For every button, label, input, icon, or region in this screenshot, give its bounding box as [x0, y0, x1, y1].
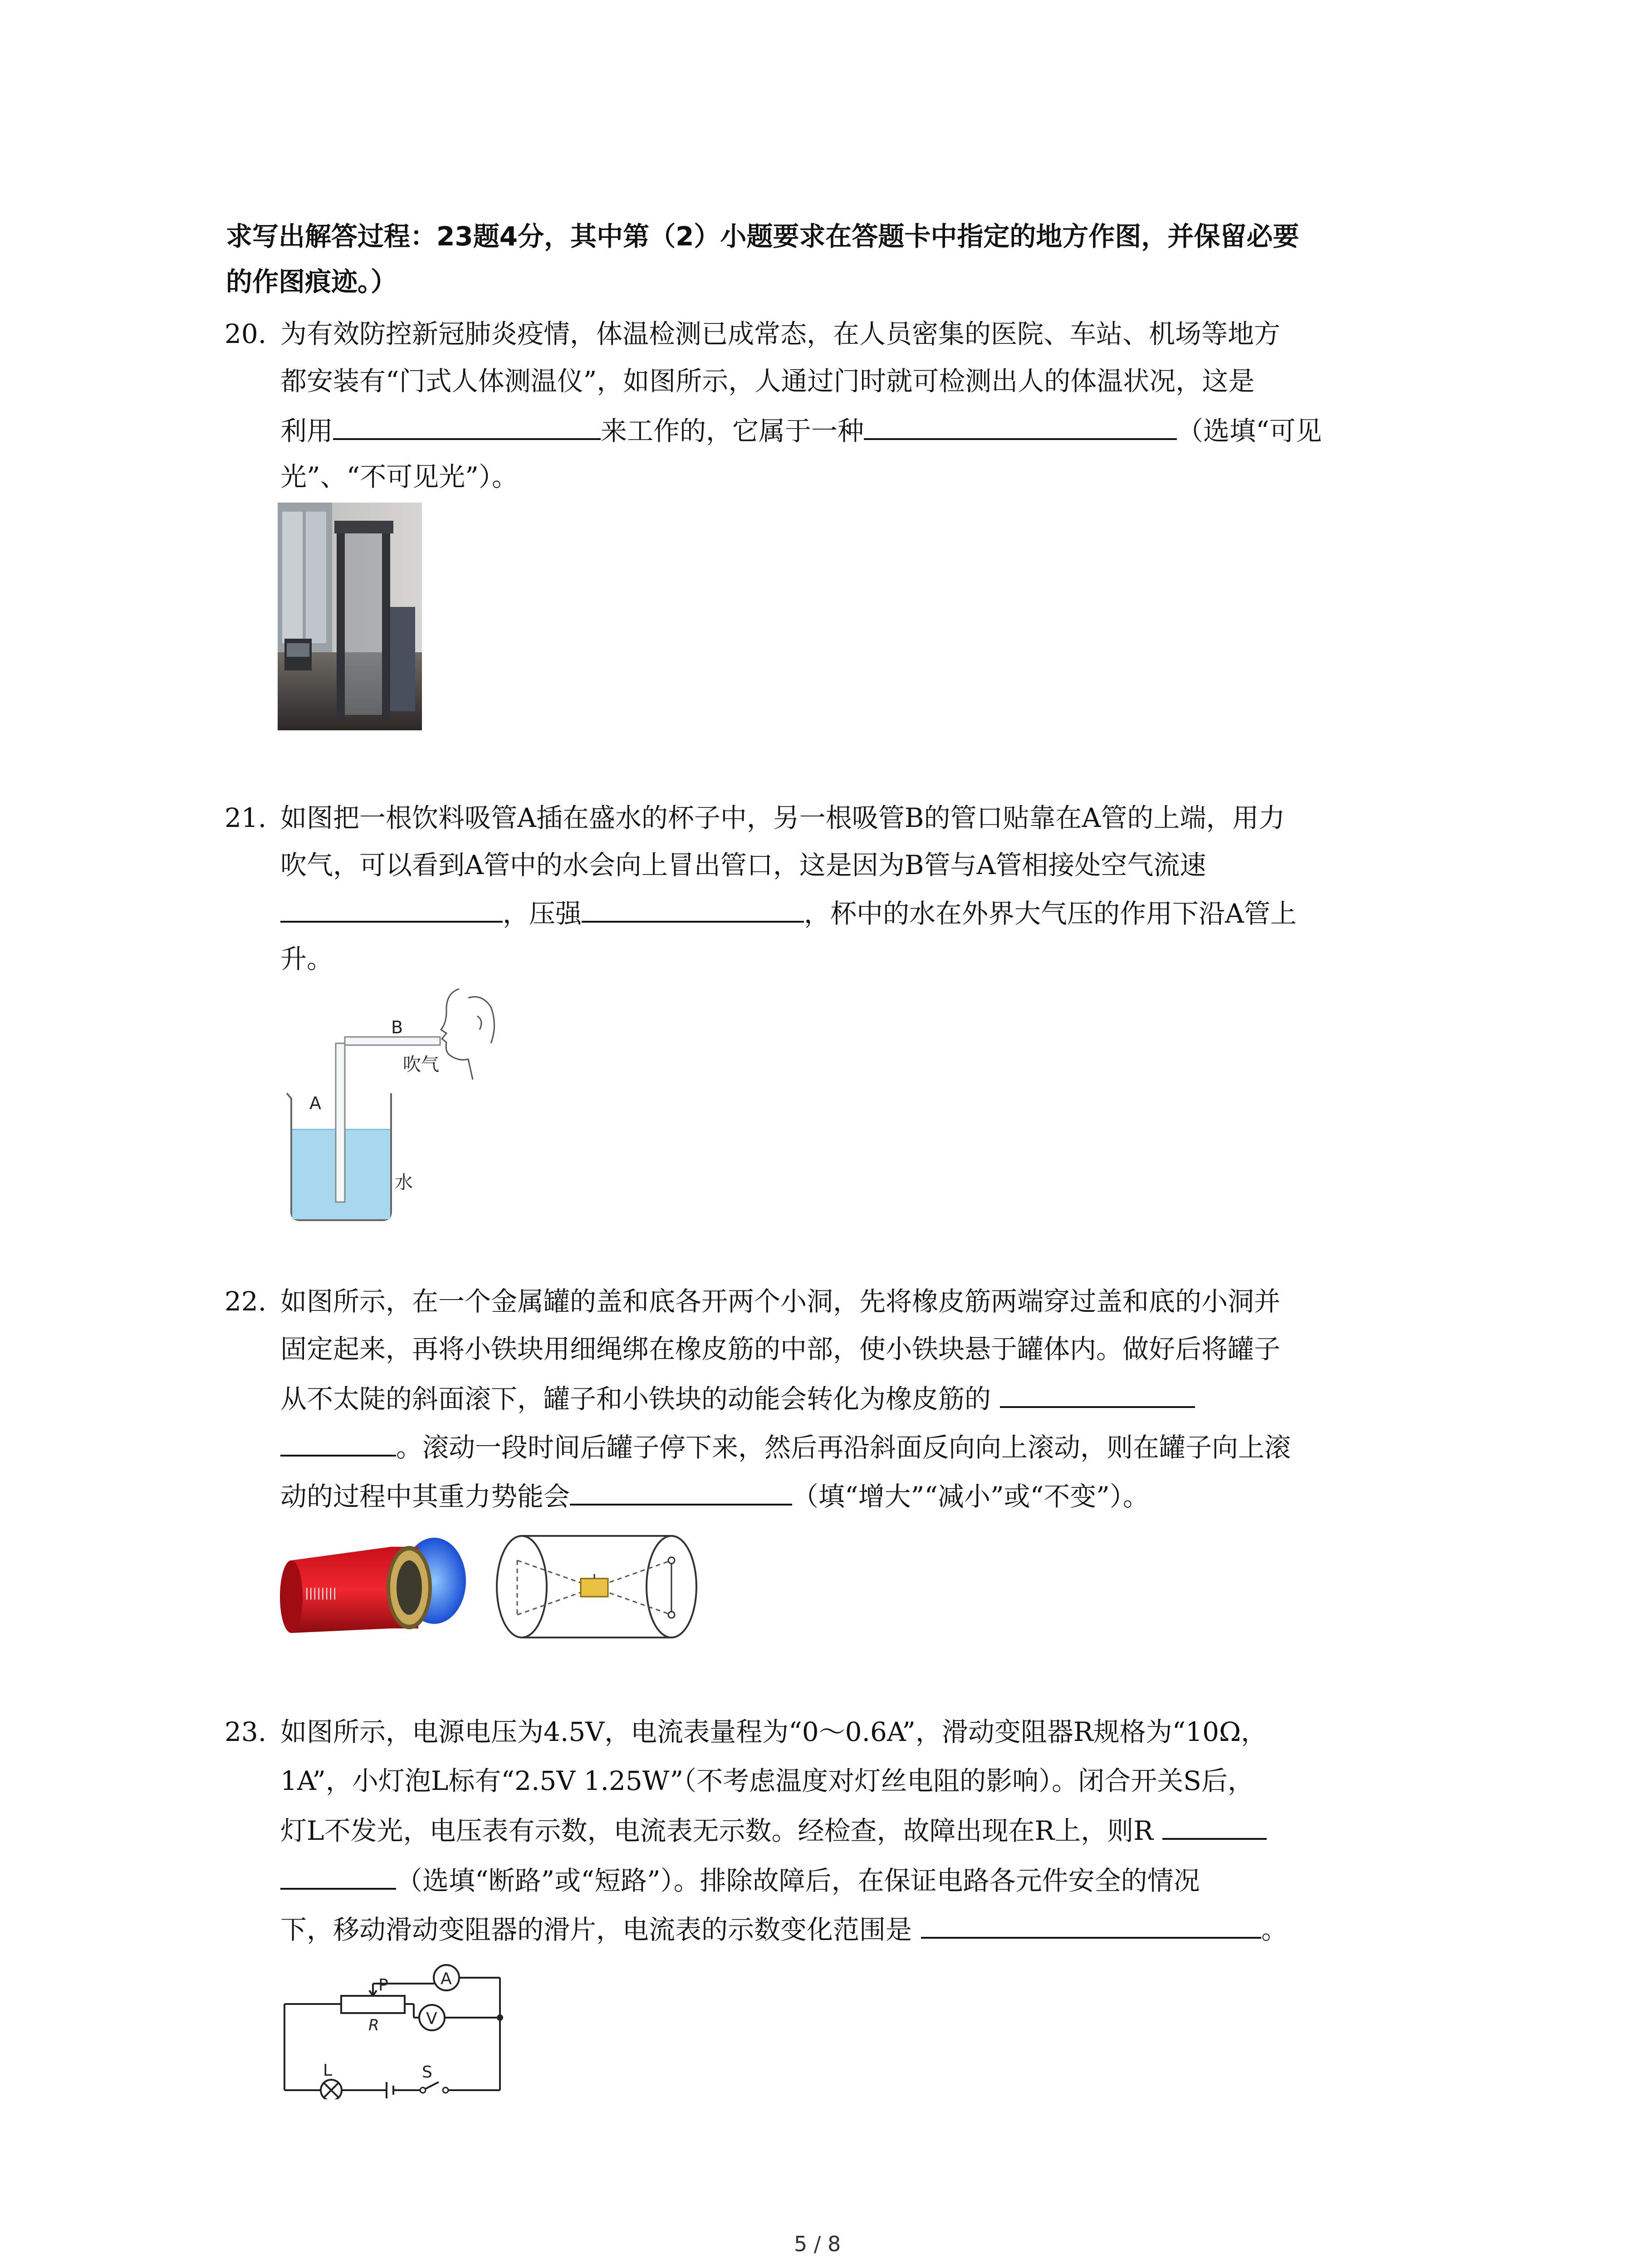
q23-line-3 — [280, 1805, 1267, 1856]
q20-text: 来工作的，它属于一种 — [601, 415, 864, 446]
answer-blank[interactable] — [333, 411, 601, 440]
q22-line-5 — [280, 1471, 1149, 1522]
question-number: 20. — [225, 318, 267, 349]
can-photo — [278, 1529, 473, 1647]
label-voltmeter: V — [426, 2009, 437, 2028]
question-number: 21. — [225, 802, 267, 833]
q22-line-1: 如图所示，在一个金属罐的盖和底各开两个小洞，先将橡皮筋两端穿过盖和底的小洞并 — [280, 1286, 1281, 1317]
q23-text: 。 — [1261, 1914, 1288, 1945]
label-ammeter: A — [441, 1970, 452, 1988]
label-water: 水 — [395, 1172, 413, 1193]
q21-text: ，压强 — [503, 898, 582, 929]
q21-line-3 — [280, 888, 1297, 939]
instruction-line-1: 求写出解答过程：23题4分，其中第（2）小题要求在答题卡中指定的地方作图，并保留必要 — [226, 221, 1299, 252]
q22-text: 。滚动一段时间后罐子停下来，然后再沿斜面反向向上滚动，则在罐子向上滚 — [396, 1432, 1291, 1463]
q20-line-1: 为有效防控新冠肺炎疫情，体温检测已成常态，在人员密集的医院、车站、机场等地方 — [280, 318, 1281, 349]
answer-blank[interactable] — [570, 1476, 792, 1505]
q20-line-3 — [280, 406, 1322, 456]
label-r: R — [368, 2016, 379, 2034]
instruction-line-2: 的作图痕迹。） — [226, 266, 397, 297]
label-lamp: L — [323, 2061, 333, 2080]
answer-blank[interactable] — [280, 1861, 396, 1890]
can-diagram — [490, 1529, 703, 1647]
answer-blank[interactable] — [280, 894, 503, 923]
q20-line-4: 光”、“不可见光”）。 — [280, 461, 518, 492]
temperature-gate-photo — [278, 503, 422, 730]
page-number: 5 / 8 — [794, 2232, 841, 2256]
svg-text:||||||||: |||||||| — [305, 1586, 337, 1600]
q22-text: （填“增大”“减小”或“不变”）。 — [792, 1481, 1149, 1512]
answer-blank[interactable] — [280, 1427, 396, 1457]
q22-line-4 — [280, 1422, 1291, 1473]
q22-line-3 — [280, 1374, 1195, 1424]
q21-line-1: 如图把一根饮料吸管A插在盛水的杯子中，另一根吸管B的管口贴靠在A管的上端，用力 — [280, 802, 1285, 833]
q20-text: （选填“可见 — [1177, 415, 1322, 446]
q22-text: 从不太陡的斜面滚下，罐子和小铁块的动能会转化为橡皮筋的 — [280, 1383, 991, 1414]
q23-line-1: 如图所示，电源电压为4.5V，电流表量程为“0～0.6A”，滑动变阻器R规格为“10Ω， — [280, 1716, 1268, 1747]
label-switch: S — [422, 2063, 432, 2082]
q22-text: 动的过程中其重力势能会 — [280, 1481, 570, 1512]
q23-text: 下，移动滑动变阻器的滑片，电流表的示数变化范围是 — [280, 1914, 912, 1945]
q20-text: 利用 — [280, 415, 333, 446]
label-a: A — [309, 1093, 321, 1113]
q21-line-2: 吹气，可以看到A管中的水会向上冒出管口，这是因为B管与A管相接处空气流速 — [280, 850, 1206, 880]
straw-experiment-figure — [278, 980, 505, 1225]
question-number: 23. — [225, 1716, 267, 1747]
q22-line-2: 固定起来，再将小铁块用细绳绑在橡皮筋的中部，使小铁块悬于罐体内。做好后将罐子 — [280, 1334, 1281, 1364]
label-p: P — [378, 1976, 388, 1994]
circuit-diagram — [278, 1959, 505, 2099]
q23-line-5 — [280, 1904, 1288, 1955]
q20-line-2: 都安装有“门式人体测温仪”，如图所示，人通过门时就可检测出人的体温状况，这是 — [280, 366, 1255, 396]
answer-blank[interactable] — [1000, 1379, 1195, 1408]
answer-blank[interactable] — [1162, 1811, 1267, 1840]
answer-blank[interactable] — [921, 1910, 1261, 1939]
question-number: 22. — [225, 1286, 267, 1317]
q21-text: ，杯中的水在外界大气压的作用下沿A管上 — [804, 898, 1297, 929]
answer-blank[interactable] — [582, 894, 804, 923]
q23-line-2: 1A”，小灯泡L标有“2.5V 1.25W”（不考虑温度对灯丝电阻的影响）。闭合开关S后， — [280, 1765, 1254, 1796]
q21-line-4: 升。 — [280, 943, 333, 974]
label-blow: 吹气 — [403, 1054, 439, 1075]
q23-text: （选填“断路”或“短路”）。排除故障后，在保证电路各元件安全的情况 — [396, 1865, 1200, 1896]
q23-text: 灯L不发光，电压表有示数，电流表无示数。经检查，故障出现在R上，则R — [280, 1815, 1153, 1846]
answer-blank[interactable] — [864, 411, 1177, 440]
label-b: B — [391, 1017, 403, 1037]
q23-line-4 — [280, 1855, 1200, 1906]
